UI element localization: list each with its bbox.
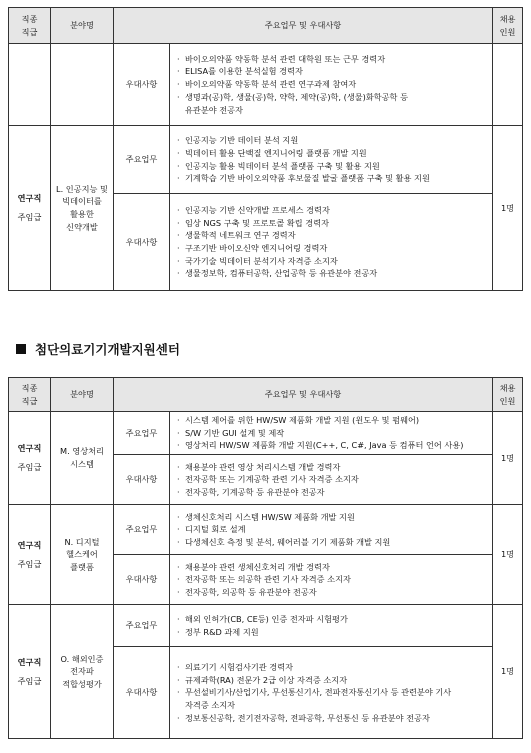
list-item: · 생명과(공)학, 생물(공)학, 약학, 제약(공)학, (생물)화학공학 등	[176, 91, 489, 104]
list-item: · 정부 R&D 과제 지원	[176, 626, 489, 639]
duty-list	[170, 132, 492, 187]
pref-cell	[170, 44, 493, 126]
list-item: · 기계학습 기반 바이오의약품 후보물질 발굴 플랫폼 구축 및 활용 지원	[176, 172, 489, 185]
hire-count: 1명	[493, 505, 523, 605]
empty-cell	[9, 44, 51, 126]
pref-list	[170, 202, 492, 282]
pref-list	[170, 559, 492, 601]
list-item: · 전자공학 또는 기계공학 관련 기사 자격증 소지자	[176, 473, 489, 486]
list-item: · 국가기술 빅데이터 분석기사 자격증 소지자	[176, 255, 489, 268]
list-item: · 다생체신호 측정 및 분석, 웨어러블 기기 제품화 개발 지원	[176, 536, 489, 549]
duty-label: 주요업무	[114, 505, 170, 555]
list-item: · S/W 기반 GUI 설계 및 제작	[176, 427, 489, 440]
field-name: L. 인공지능 및 빅데이터를 활용한 신약개발	[51, 126, 114, 291]
rank-cell	[9, 126, 51, 291]
pref-cell	[170, 647, 493, 739]
list-item: · 인공지능 기반 데이터 분석 지원	[176, 134, 489, 147]
duty-cell	[170, 505, 493, 555]
pref-list	[170, 459, 492, 501]
duty-label: 주요업무	[114, 412, 170, 455]
list-item: · 전자공학, 기계공학 등 유관분야 전공자	[176, 486, 489, 499]
header-rank: 직종 직급	[9, 378, 51, 412]
list-item: · 생물학적 네트워크 연구 경력자	[176, 229, 489, 242]
rank-job: 연구직	[17, 443, 42, 454]
pref-label: 우대사항	[114, 647, 170, 739]
rank-cell	[9, 412, 51, 505]
list-item: · 영상처리 HW/SW 제품화 개발 지원(C++, C, C#, Java 등 컴퓨터 언어 사용)	[176, 439, 489, 452]
empty-cell	[51, 44, 114, 126]
header-duty: 주요업무 및 우대사항	[114, 8, 493, 44]
section-title: 첨단의료기기개발지원센터	[35, 342, 180, 357]
rank-cell	[9, 605, 51, 739]
duty-cell	[170, 126, 493, 194]
rank-cell	[9, 505, 51, 605]
list-item: · 인공지능 활용 빅데이터 분석 플랫폼 구축 및 활용 지원	[176, 160, 489, 173]
list-item: · 디지털 회로 설계	[176, 523, 489, 536]
list-item: · 인공지능 기반 신약개발 프로세스 경력자	[176, 204, 489, 217]
hire-count: 1명	[493, 412, 523, 505]
list-item: · 전자공학 또는 의공학 관련 기사 자격증 소지자	[176, 573, 489, 586]
header-hire: 채용 인원	[493, 8, 523, 44]
rank-grade: 주임급	[17, 462, 42, 473]
pref-cell	[170, 194, 493, 291]
hire-count: 1명	[493, 126, 523, 291]
section-heading	[16, 340, 180, 358]
hire-count: 1명	[493, 605, 523, 739]
list-item: · 시스템 제어를 위한 HW/SW 제품화 개발 지원 (윈도우 및 펌웨어)	[176, 414, 489, 427]
square-bullet-icon	[16, 344, 26, 354]
list-item: · 생물정보학, 컴퓨터공학, 산업공학 등 유관분야 전공자	[176, 267, 489, 280]
list-item: 유관분야 전공자	[185, 104, 243, 115]
rank-job: 연구직	[17, 539, 42, 550]
list-item: · 임상 NGS 구축 및 프로토콜 확립 경력자	[176, 217, 489, 230]
list-item: · 생체신호처리 시스템 HW/SW 제품화 개발 지원	[176, 511, 489, 524]
list-item: · 무선설비기사/산업기사, 무선통신기사, 전파전자통신기사 등 관련분야 기사	[176, 686, 489, 699]
list-item: · 의료기기 시험검사기관 경력자	[176, 661, 489, 674]
rank-grade: 주임급	[17, 558, 42, 569]
pref-label: 우대사항	[114, 44, 170, 126]
field-name: M. 영상처리 시스템	[51, 412, 114, 505]
field-name: N. 디지털 헬스케어 플랫폼	[51, 505, 114, 605]
list-item: · 빅데이터 활용 단백질 엔지니어링 플랫폼 개발 지원	[176, 147, 489, 160]
header-duty: 주요업무 및 우대사항	[114, 378, 493, 412]
rank-grade: 주임급	[17, 675, 42, 686]
list-item: · 구조기반 바이오신약 엔지니어링 경력자	[176, 242, 489, 255]
duty-cell	[170, 412, 493, 455]
list-item: · 전자공학, 의공학 등 유관분야 전공자	[176, 586, 489, 599]
pref-label: 우대사항	[114, 555, 170, 605]
list-item: · 채용분야 관련 생체신호처리 개발 경력자	[176, 561, 489, 574]
pref-cell	[170, 555, 493, 605]
list-item: · 채용분야 관련 영상 처리시스템 개발 경력자	[176, 461, 489, 474]
pref-cell	[170, 455, 493, 505]
duty-list	[170, 509, 492, 551]
list-item: 자격증 소지자	[185, 699, 236, 710]
recruitment-table-1	[8, 7, 523, 291]
duty-label: 주요업무	[114, 126, 170, 194]
list-item: · 정보통신공학, 전기전자공학, 전파공학, 무선통신 등 유관분야 전공자	[176, 712, 489, 725]
field-name: O. 해외인증 전자파 적합성평가	[51, 605, 114, 739]
header-rank: 직종 직급	[9, 8, 51, 44]
rank-job: 연구직	[17, 193, 42, 204]
list-item: · ELISA를 이용한 분석실험 경력자	[176, 65, 489, 78]
pref-label: 우대사항	[114, 455, 170, 505]
duty-list	[170, 611, 492, 640]
list-item: · 바이오의약품 약동학 분석 관련 연구과제 참여자	[176, 78, 489, 91]
duty-cell	[170, 605, 493, 647]
pref-label: 우대사항	[114, 194, 170, 291]
header-field: 분야명	[51, 378, 114, 412]
list-item: · 규제과학(RA) 전문가 2급 이상 자격증 소지자	[176, 674, 489, 687]
recruitment-table-2	[8, 377, 523, 739]
empty-cell	[493, 44, 523, 126]
list-item: · 바이오의약품 약동학 분석 관련 대학원 또는 근무 경력자	[176, 53, 489, 66]
header-hire: 채용 인원	[493, 378, 523, 412]
rank-grade: 주임급	[17, 212, 42, 222]
rank-job: 연구직	[17, 656, 42, 667]
duty-label: 주요업무	[114, 605, 170, 647]
pref-list	[170, 51, 492, 119]
duty-list	[170, 412, 492, 454]
pref-list	[170, 659, 492, 727]
header-field: 분야명	[51, 8, 114, 44]
list-item: · 해외 인허가(CB, CE등) 인증 전자파 시험평가	[176, 613, 489, 626]
